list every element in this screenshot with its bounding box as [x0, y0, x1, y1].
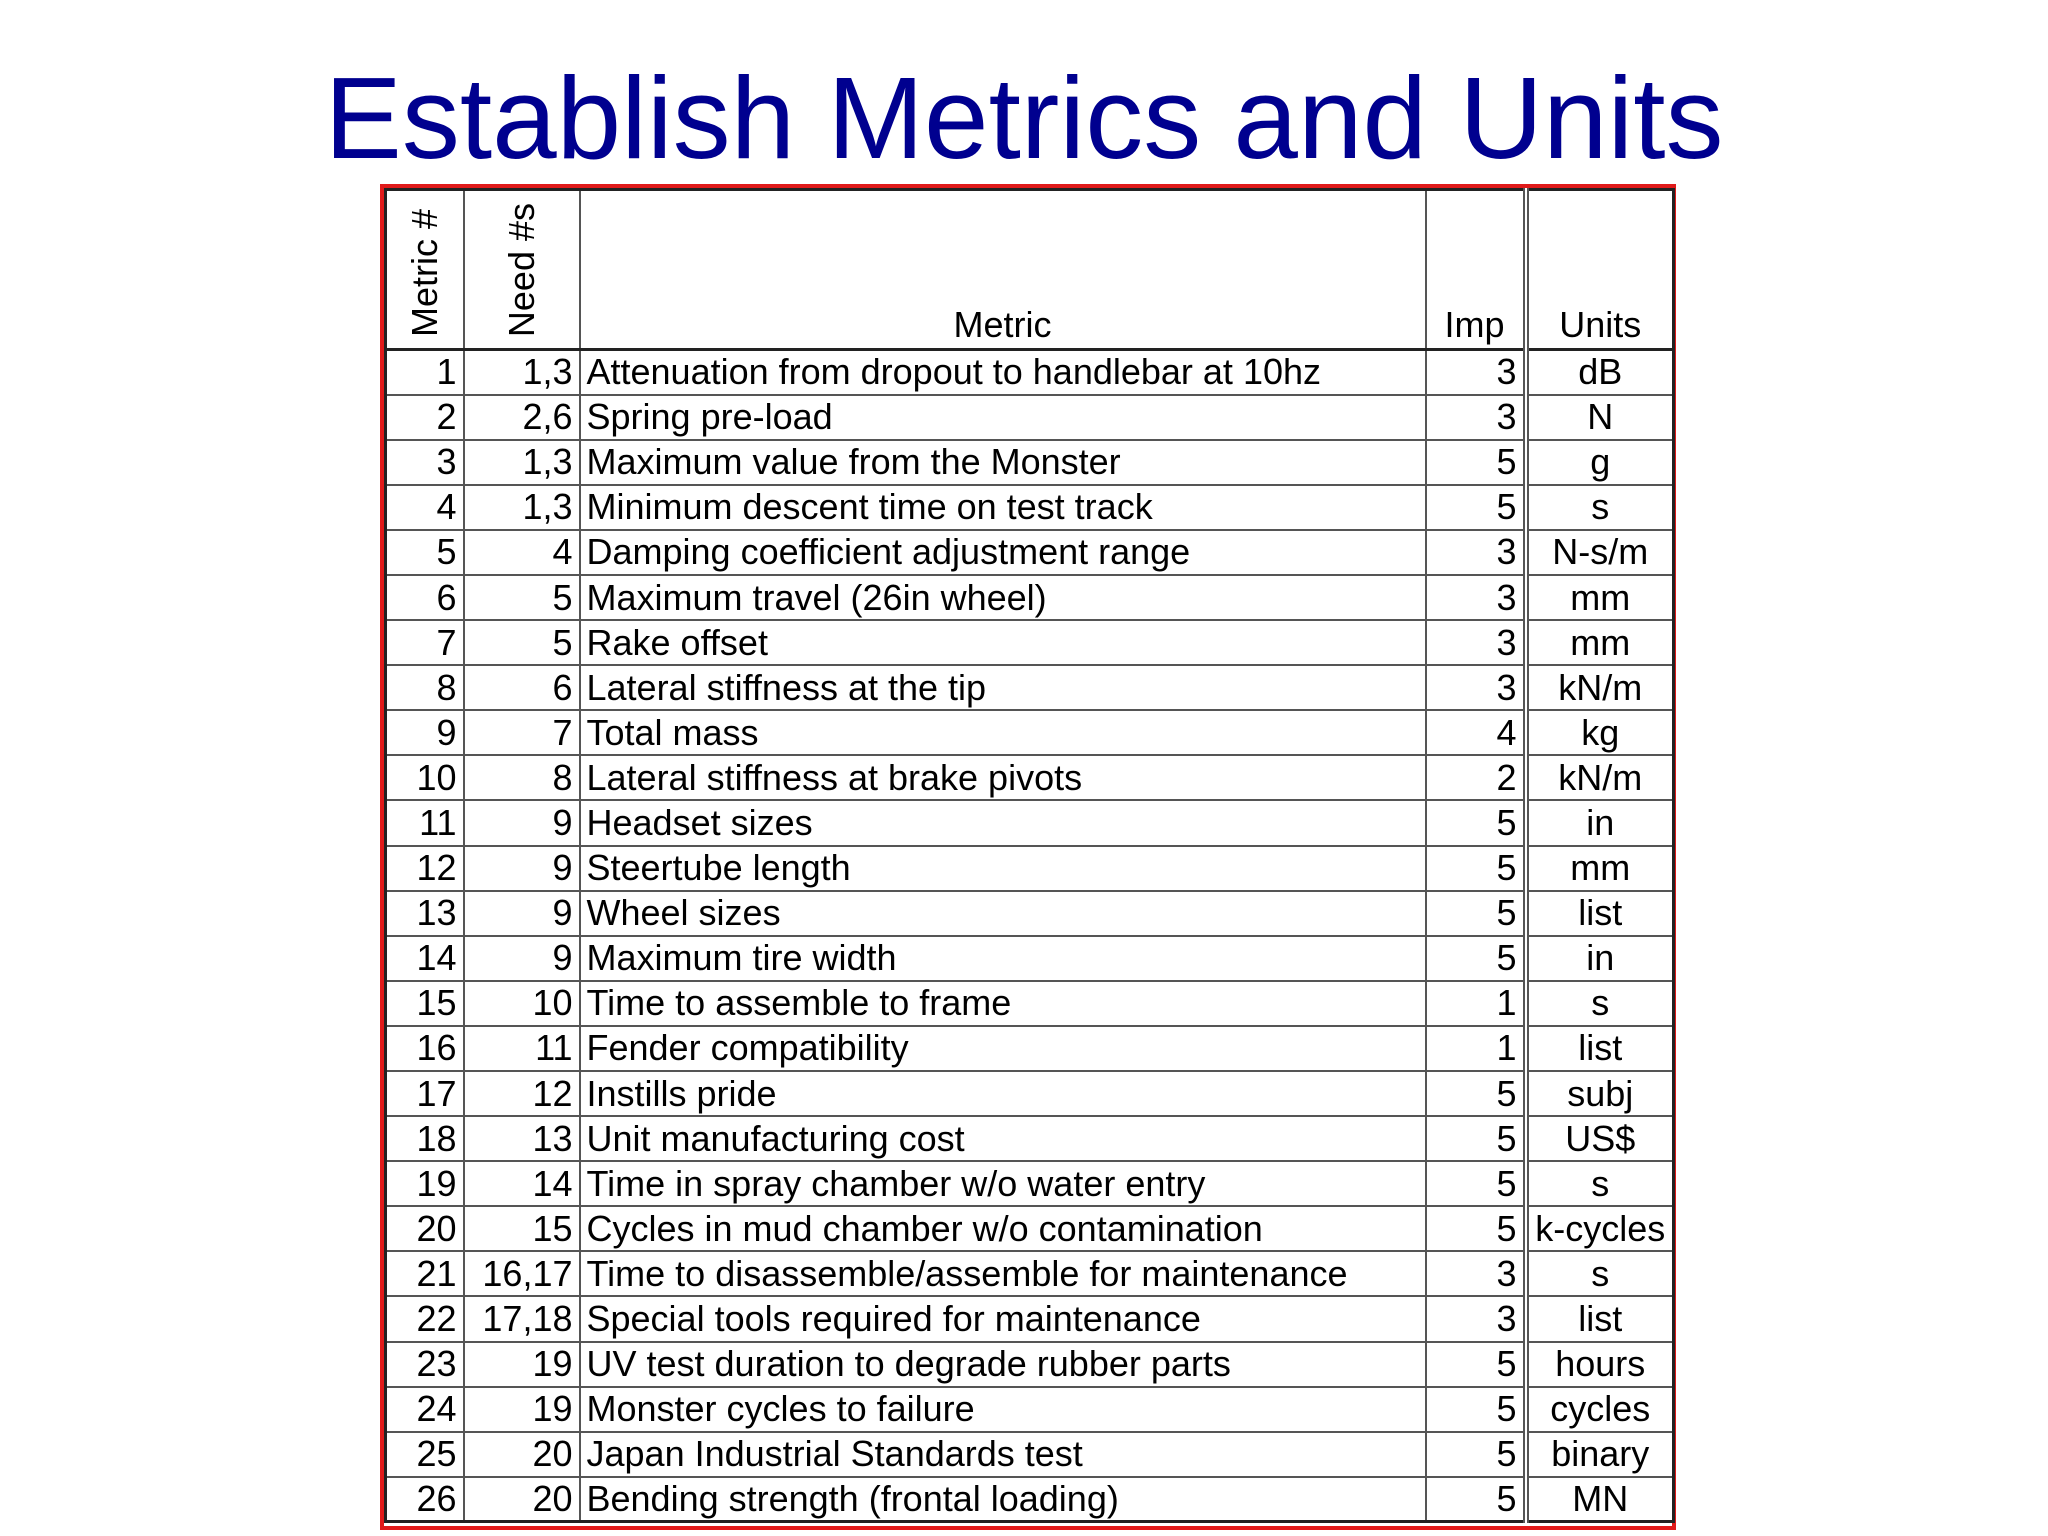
importance-cell: 5	[1426, 1477, 1526, 1522]
units-cell: s	[1526, 485, 1674, 530]
metric-cell: Fender compatibility	[580, 1026, 1426, 1071]
header-need-numbers: Need #s	[464, 190, 580, 350]
need-numbers-cell: 19	[464, 1342, 580, 1387]
metric-cell: Rake offset	[580, 620, 1426, 665]
metric-cell: Headset sizes	[580, 800, 1426, 845]
importance-cell: 5	[1426, 846, 1526, 891]
units-cell: mm	[1526, 846, 1674, 891]
metric-cell: Time to assemble to frame	[580, 981, 1426, 1026]
metric-number-cell: 25	[386, 1432, 464, 1477]
importance-cell: 3	[1426, 350, 1526, 395]
metrics-table	[384, 188, 1675, 1523]
metric-number-cell: 10	[386, 755, 464, 800]
units-cell: hours	[1526, 1342, 1674, 1387]
metric-cell: Special tools required for maintenance	[580, 1296, 1426, 1341]
importance-cell: 5	[1426, 1116, 1526, 1161]
importance-cell: 5	[1426, 485, 1526, 530]
table-row	[386, 1161, 1674, 1206]
units-cell: kg	[1526, 710, 1674, 755]
need-numbers-cell: 10	[464, 981, 580, 1026]
table-row	[386, 1342, 1674, 1387]
metric-cell: Lateral stiffness at the tip	[580, 665, 1426, 710]
table-row	[386, 981, 1674, 1026]
table-row	[386, 1296, 1674, 1341]
table-row	[386, 936, 1674, 981]
metric-number-cell: 26	[386, 1477, 464, 1522]
need-numbers-cell: 20	[464, 1477, 580, 1522]
importance-cell: 3	[1426, 530, 1526, 575]
table-row	[386, 1387, 1674, 1432]
metric-cell: Total mass	[580, 710, 1426, 755]
table-row	[386, 891, 1674, 936]
need-numbers-cell: 8	[464, 755, 580, 800]
metric-cell: Time in spray chamber w/o water entry	[580, 1161, 1426, 1206]
header-metric-number: Metric #	[386, 190, 464, 350]
units-cell: N	[1526, 395, 1674, 440]
header-importance: Imp	[1426, 190, 1526, 350]
importance-cell: 5	[1426, 1387, 1526, 1432]
units-cell: mm	[1526, 620, 1674, 665]
metric-number-cell: 13	[386, 891, 464, 936]
need-numbers-cell: 13	[464, 1116, 580, 1161]
metric-cell: Damping coefficient adjustment range	[580, 530, 1426, 575]
need-numbers-cell: 12	[464, 1071, 580, 1116]
table-row	[386, 1251, 1674, 1296]
table-row	[386, 1206, 1674, 1251]
metric-cell: Maximum travel (26in wheel)	[580, 575, 1426, 620]
importance-cell: 5	[1426, 1342, 1526, 1387]
metric-number-cell: 14	[386, 936, 464, 981]
need-numbers-cell: 6	[464, 665, 580, 710]
metric-number-cell: 6	[386, 575, 464, 620]
table-row	[386, 1026, 1674, 1071]
importance-cell: 5	[1426, 800, 1526, 845]
table-row	[386, 485, 1674, 530]
units-cell: s	[1526, 981, 1674, 1026]
table-row	[386, 530, 1674, 575]
metric-number-cell: 23	[386, 1342, 464, 1387]
units-cell: subj	[1526, 1071, 1674, 1116]
units-cell: dB	[1526, 350, 1674, 395]
importance-cell: 5	[1426, 1432, 1526, 1477]
metric-cell: Attenuation from dropout to handlebar at 10hz	[580, 350, 1426, 395]
units-cell: list	[1526, 1296, 1674, 1341]
metric-cell: Maximum tire width	[580, 936, 1426, 981]
metric-number-cell: 3	[386, 440, 464, 485]
units-cell: mm	[1526, 575, 1674, 620]
metric-number-cell: 19	[386, 1161, 464, 1206]
metric-number-cell: 1	[386, 350, 464, 395]
table-row	[386, 846, 1674, 891]
units-cell: k-cycles	[1526, 1206, 1674, 1251]
table-row	[386, 440, 1674, 485]
metric-cell: Cycles in mud chamber w/o contamination	[580, 1206, 1426, 1251]
metric-number-cell: 2	[386, 395, 464, 440]
importance-cell: 3	[1426, 395, 1526, 440]
need-numbers-cell: 11	[464, 1026, 580, 1071]
importance-cell: 3	[1426, 1251, 1526, 1296]
page-title: Establish Metrics and Units	[324, 53, 1724, 183]
metric-number-cell: 4	[386, 485, 464, 530]
need-numbers-cell: 5	[464, 575, 580, 620]
need-numbers-cell: 15	[464, 1206, 580, 1251]
metric-number-cell: 12	[386, 846, 464, 891]
metric-number-cell: 5	[386, 530, 464, 575]
units-cell: binary	[1526, 1432, 1674, 1477]
importance-cell: 3	[1426, 575, 1526, 620]
metric-number-cell: 15	[386, 981, 464, 1026]
table-row	[386, 350, 1674, 395]
importance-cell: 3	[1426, 620, 1526, 665]
need-numbers-cell: 5	[464, 620, 580, 665]
metric-cell: Spring pre-load	[580, 395, 1426, 440]
importance-cell: 4	[1426, 710, 1526, 755]
metric-number-cell: 7	[386, 620, 464, 665]
table-row	[386, 575, 1674, 620]
table-row	[386, 1432, 1674, 1477]
metric-cell: UV test duration to degrade rubber parts	[580, 1342, 1426, 1387]
importance-cell: 3	[1426, 1296, 1526, 1341]
importance-cell: 5	[1426, 1071, 1526, 1116]
header-units: Units	[1526, 190, 1674, 350]
importance-cell: 3	[1426, 665, 1526, 710]
metric-cell: Unit manufacturing cost	[580, 1116, 1426, 1161]
table-row	[386, 1116, 1674, 1161]
need-numbers-cell: 16,17	[464, 1251, 580, 1296]
metric-cell: Japan Industrial Standards test	[580, 1432, 1426, 1477]
importance-cell: 5	[1426, 1206, 1526, 1251]
units-cell: list	[1526, 1026, 1674, 1071]
units-cell: cycles	[1526, 1387, 1674, 1432]
metric-cell: Wheel sizes	[580, 891, 1426, 936]
need-numbers-cell: 2,6	[464, 395, 580, 440]
units-cell: s	[1526, 1251, 1674, 1296]
metric-cell: Monster cycles to failure	[580, 1387, 1426, 1432]
table-row	[386, 395, 1674, 440]
units-cell: kN/m	[1526, 665, 1674, 710]
metric-cell: Maximum value from the Monster	[580, 440, 1426, 485]
need-numbers-cell: 7	[464, 710, 580, 755]
metric-number-cell: 22	[386, 1296, 464, 1341]
metric-cell: Bending strength (frontal loading)	[580, 1477, 1426, 1522]
metric-number-cell: 24	[386, 1387, 464, 1432]
metric-number-cell: 17	[386, 1071, 464, 1116]
importance-cell: 5	[1426, 936, 1526, 981]
table-row	[386, 755, 1674, 800]
metric-cell: Steertube length	[580, 846, 1426, 891]
need-numbers-cell: 4	[464, 530, 580, 575]
units-cell: in	[1526, 936, 1674, 981]
importance-cell: 5	[1426, 440, 1526, 485]
units-cell: kN/m	[1526, 755, 1674, 800]
importance-cell: 1	[1426, 981, 1526, 1026]
units-cell: in	[1526, 800, 1674, 845]
units-cell: list	[1526, 891, 1674, 936]
metric-cell: Minimum descent time on test track	[580, 485, 1426, 530]
importance-cell: 5	[1426, 1161, 1526, 1206]
table-row	[386, 620, 1674, 665]
metric-number-cell: 21	[386, 1251, 464, 1296]
units-cell: MN	[1526, 1477, 1674, 1522]
need-numbers-cell: 14	[464, 1161, 580, 1206]
need-numbers-cell: 1,3	[464, 440, 580, 485]
need-numbers-cell: 1,3	[464, 350, 580, 395]
units-cell: US$	[1526, 1116, 1674, 1161]
metric-cell: Time to disassemble/assemble for maintenance	[580, 1251, 1426, 1296]
metric-number-cell: 16	[386, 1026, 464, 1071]
need-numbers-cell: 9	[464, 800, 580, 845]
table-row	[386, 665, 1674, 710]
need-numbers-cell: 9	[464, 846, 580, 891]
header-metric: Metric	[580, 190, 1426, 350]
metric-number-cell: 18	[386, 1116, 464, 1161]
units-cell: N-s/m	[1526, 530, 1674, 575]
units-cell: s	[1526, 1161, 1674, 1206]
table-header-row	[386, 190, 1674, 350]
need-numbers-cell: 9	[464, 891, 580, 936]
metric-number-cell: 11	[386, 800, 464, 845]
metric-cell: Lateral stiffness at brake pivots	[580, 755, 1426, 800]
table-row	[386, 1477, 1674, 1522]
table-row	[386, 1071, 1674, 1116]
importance-cell: 5	[1426, 891, 1526, 936]
metric-number-cell: 20	[386, 1206, 464, 1251]
metric-cell: Instills pride	[580, 1071, 1426, 1116]
need-numbers-cell: 9	[464, 936, 580, 981]
need-numbers-cell: 1,3	[464, 485, 580, 530]
metric-number-cell: 9	[386, 710, 464, 755]
need-numbers-cell: 20	[464, 1432, 580, 1477]
table-row	[386, 710, 1674, 755]
importance-cell: 2	[1426, 755, 1526, 800]
table-row	[386, 800, 1674, 845]
need-numbers-cell: 19	[464, 1387, 580, 1432]
need-numbers-cell: 17,18	[464, 1296, 580, 1341]
units-cell: g	[1526, 440, 1674, 485]
metric-number-cell: 8	[386, 665, 464, 710]
importance-cell: 1	[1426, 1026, 1526, 1071]
